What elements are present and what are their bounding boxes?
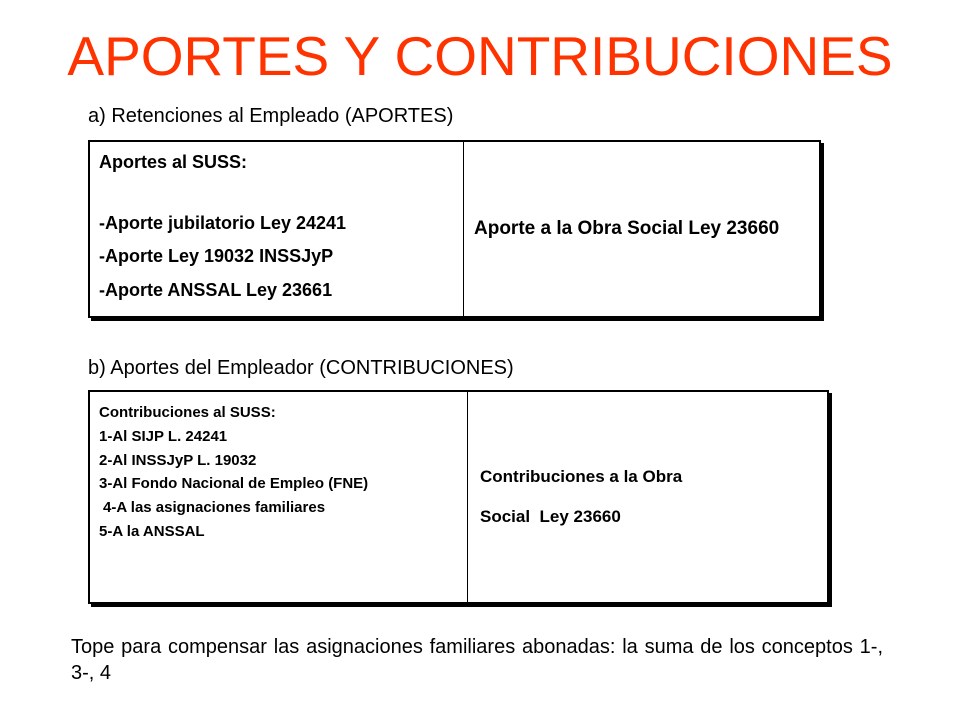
contribuciones-table xyxy=(88,390,829,604)
contribucion-item: 1-Al SIJP L. 24241 xyxy=(99,428,228,445)
aportes-suss-cell xyxy=(89,141,464,317)
contribucion-item: 3-Al Fondo Nacional de Empleo (FNE) xyxy=(99,475,369,492)
footer-note: Tope para compensar las asignaciones familiares abonadas: la suma de los conceptos 1-, 3-, 4 xyxy=(71,636,883,684)
aportes-suss-heading: Aportes al SUSS: xyxy=(99,152,248,172)
contribucion-obra-social-line1: Contribuciones a la Obra xyxy=(480,466,683,486)
contribucion-item: 4-A las asignaciones familiares xyxy=(103,499,326,517)
aporte-item: -Aporte jubilatorio Ley 24241 xyxy=(99,212,347,233)
contribuciones-suss-cell xyxy=(89,391,468,603)
section-a-label: a) Retenciones al Empleado (APORTES) xyxy=(88,105,454,127)
section-b-label: b) Aportes del Empleador (CONTRIBUCIONES) xyxy=(88,357,514,379)
aporte-item: -Aporte Ley 19032 INSSJyP xyxy=(99,246,334,267)
contribucion-obra-social-cell xyxy=(468,391,829,603)
contribucion-obra-social-line2: Social Ley 23660 xyxy=(480,507,621,526)
aporte-obra-social-cell: Aporte a la Obra Social Ley 23660 xyxy=(464,141,821,317)
contribuciones-suss-heading: Contribuciones al SUSS: xyxy=(99,404,276,421)
aportes-table xyxy=(88,140,821,318)
aporte-item: -Aporte ANSSAL Ley 23661 xyxy=(99,279,333,300)
contribucion-item: 5-A la ANSSAL xyxy=(99,523,205,541)
contribucion-item: 2-Al INSSJyP L. 19032 xyxy=(99,452,257,469)
page-title: APORTES Y CONTRIBUCIONES xyxy=(67,25,893,87)
